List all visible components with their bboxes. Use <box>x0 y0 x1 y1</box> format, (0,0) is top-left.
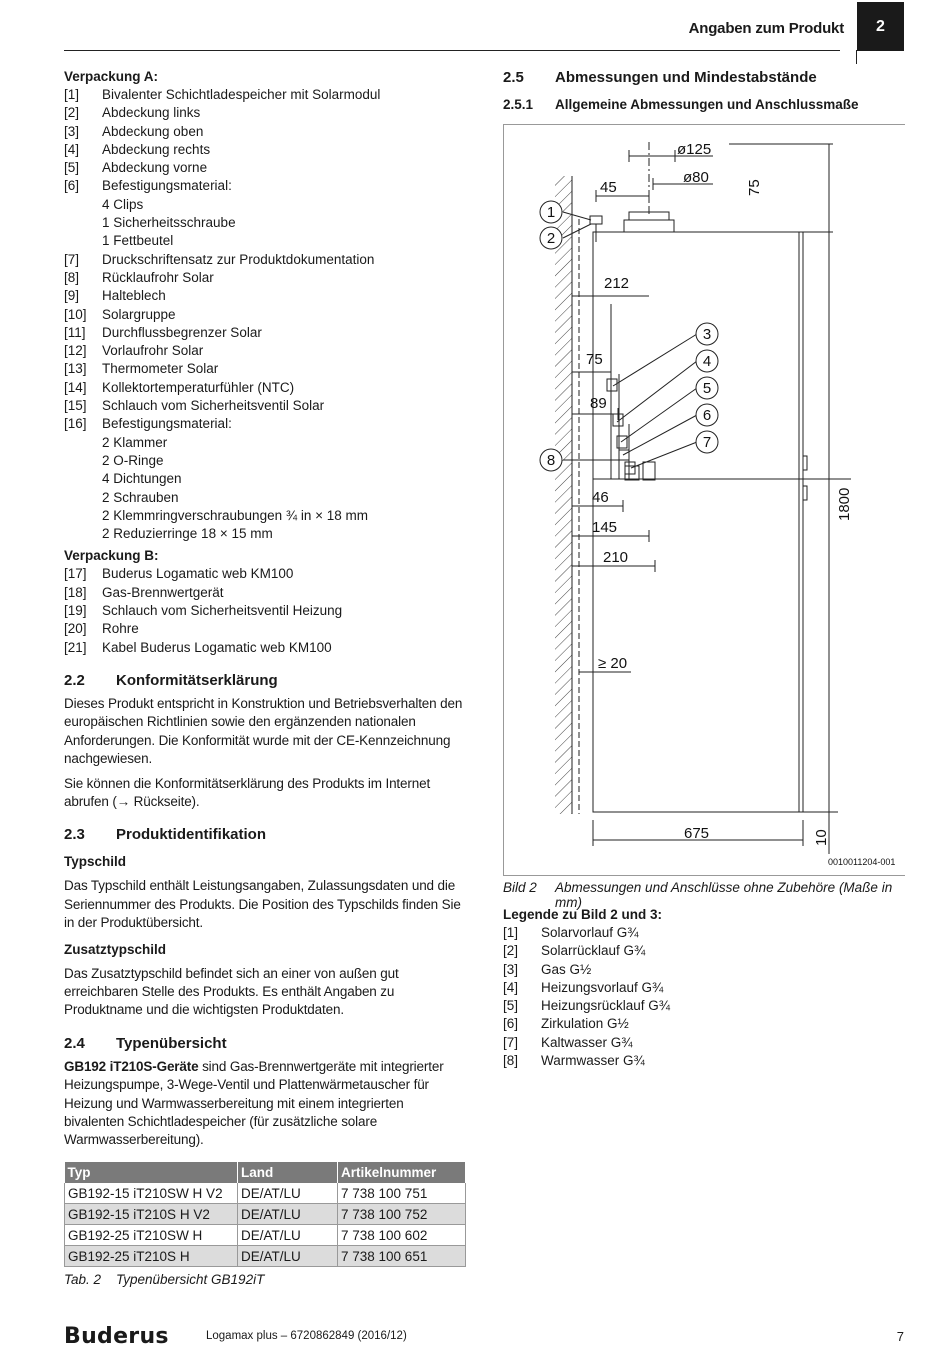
list-item-text: Solargruppe <box>102 306 176 322</box>
section-number: 2.2 <box>64 671 85 689</box>
section-2-2-heading <box>64 671 466 691</box>
list-item-text: Kollektortemperaturfühler (NTC) <box>102 379 295 395</box>
list-item-text: 2 Klammer <box>102 434 168 450</box>
section-title: Allgemeine Abmessungen und Anschlussmaße <box>555 97 859 112</box>
list-item <box>64 324 466 342</box>
list-item-number: [11] <box>64 324 86 340</box>
list-item-text: Druckschriftensatz zur Produktdokumentation <box>102 251 375 267</box>
list-item-number <box>64 232 102 250</box>
dim-label-d46: 46 <box>592 489 609 506</box>
page-number: 7 <box>896 1329 904 1344</box>
table-caption-text: Typenübersicht GB192iT <box>116 1272 265 1288</box>
cell-typ: GB192-25 iT210SW H <box>65 1225 238 1246</box>
list-item-number: [7] <box>503 1034 519 1050</box>
list-item-number: [19] <box>64 603 87 619</box>
callout-1: 1 <box>546 204 556 221</box>
dim-label-d75: 75 <box>586 351 603 368</box>
zusatztypschild-paragraph: Das Zusatztypschild befindet sich an einer von außen gut erreichbaren Stelle des Produkts. Es enthält Angaben zu Produktname und die wichtigsten Produktdaten. <box>64 965 399 1018</box>
table-caption-number: Tab. 2 <box>64 1272 102 1288</box>
list-item-text: Gas-Brennwertgerät <box>102 584 224 600</box>
cell-typ: GB192-25 iT210S H <box>65 1246 238 1267</box>
list-item-number: [6] <box>503 1016 519 1032</box>
list-item <box>64 342 466 360</box>
dim-label-d125: ø125 <box>677 141 712 158</box>
packing-b-list <box>64 565 466 656</box>
figure-caption-text: Abmessungen und Anschlüsse ohne Zubehöre (Maße in mm) <box>555 880 893 910</box>
list-item <box>64 489 466 507</box>
table-row <box>65 1225 466 1246</box>
list-item-number: [10] <box>64 306 87 322</box>
list-item-text: 2 Klemmringverschraubungen ¾ in × 18 mm <box>102 507 369 523</box>
list-item-number <box>64 214 102 232</box>
cell-artikelnummer: 7 738 100 752 <box>338 1204 466 1225</box>
list-item-number: [2] <box>64 105 80 121</box>
appliance-body <box>593 232 803 812</box>
list-item-number: [9] <box>64 288 80 304</box>
list-item <box>503 942 905 960</box>
list-item <box>64 251 466 269</box>
list-item-text: Abdeckung oben <box>102 123 204 139</box>
list-item <box>64 507 466 525</box>
list-item-number: [2] <box>503 943 519 959</box>
list-item <box>64 269 466 287</box>
callout-4: 4 <box>702 353 712 370</box>
dim-d1800 <box>799 232 851 812</box>
side-handle <box>803 456 807 470</box>
list-item <box>64 434 466 452</box>
list-item-number: [1] <box>64 87 80 102</box>
section-2-3-heading <box>64 825 466 845</box>
list-item-number: [5] <box>64 160 80 176</box>
list-item-text: Heizungsrücklauf G¾ <box>541 998 671 1014</box>
list-item <box>64 452 466 470</box>
list-item-number: [12] <box>64 343 87 359</box>
list-item <box>64 360 466 378</box>
dim-label-d145: 145 <box>592 519 618 536</box>
list-item-number: [3] <box>503 961 519 977</box>
type-overview-paragraph <box>64 1058 466 1150</box>
list-item-number: [21] <box>64 639 87 655</box>
list-item-text: Zirkulation G½ <box>541 1016 629 1032</box>
wall-hatch <box>555 176 572 814</box>
list-item-text: Abdeckung links <box>102 105 201 121</box>
list-item-number <box>64 489 102 507</box>
list-item <box>64 306 466 324</box>
list-item-text: 4 Dichtungen <box>102 471 182 487</box>
flue-base <box>624 220 674 232</box>
list-item-text: Abdeckung vorne <box>102 160 208 176</box>
list-item-text: Warmwasser G¾ <box>541 1053 645 1069</box>
packing-b-heading: Verpackung B: <box>64 548 159 564</box>
section-number: 2.5.1 <box>503 97 534 112</box>
list-item-text: Buderus Logamatic web KM100 <box>102 566 294 582</box>
list-item <box>503 979 905 997</box>
list-item <box>64 379 466 397</box>
table-row <box>65 1204 466 1225</box>
list-item <box>64 196 466 214</box>
list-item-number: [8] <box>64 269 80 285</box>
list-item-text: 2 Schrauben <box>102 489 179 505</box>
section-2-5-heading <box>503 68 905 88</box>
list-item-number: [16] <box>64 416 87 432</box>
list-item <box>503 1034 905 1052</box>
list-item-text: Halteblech <box>102 288 166 304</box>
list-item-number <box>64 434 102 452</box>
list-item-number <box>64 525 102 543</box>
list-item-number: [4] <box>503 979 519 995</box>
list-item-text: Rücklaufrohr Solar <box>102 269 214 285</box>
leader-6 <box>623 415 697 455</box>
packing-a-heading: Verpackung A: <box>64 69 159 84</box>
header-title: Angaben zum Produkt <box>688 20 844 37</box>
list-item <box>64 470 466 488</box>
leader-5 <box>621 388 697 442</box>
chapter-badge: 2 <box>857 2 904 51</box>
dim-label-d675: 675 <box>684 825 710 842</box>
col-header-artikelnummer: Artikelnummer <box>338 1162 466 1183</box>
dim-d75 <box>572 366 611 380</box>
section-title: Typenübersicht <box>116 1034 227 1052</box>
figure-id: 0010011204-001 <box>828 857 896 867</box>
dim-label-d45: 45 <box>600 179 617 196</box>
list-item-text: Gas G½ <box>541 961 592 977</box>
list-item-number <box>64 507 102 525</box>
section-number: 2.5 <box>503 69 524 86</box>
typschild-paragraph: Das Typschild enthält Leistungsangaben, Zulassungsdaten und die Seriennummer des Produkts. Die Position des Typschilds finden Sie in der Produktübersicht. <box>64 878 461 931</box>
legend-list <box>503 924 905 1070</box>
list-item-number: [8] <box>503 1053 519 1069</box>
header-rule <box>64 50 840 51</box>
dim-label-d89: 89 <box>590 395 607 412</box>
legend-heading: Legende zu Bild 2 und 3: <box>503 907 663 922</box>
cell-land: DE/AT/LU <box>238 1204 338 1225</box>
list-item-number: [14] <box>64 379 87 395</box>
list-item <box>64 415 466 433</box>
dim-label-d212: 212 <box>604 275 630 292</box>
list-item <box>64 123 466 141</box>
col-header-land: Land <box>238 1162 338 1183</box>
list-item-text: Befestigungsmaterial: <box>102 178 232 194</box>
list-item <box>64 620 466 638</box>
leader-7 <box>631 442 697 468</box>
list-item-text: Kaltwasser G¾ <box>541 1034 633 1050</box>
list-item <box>64 525 466 543</box>
list-item-text: 1 Sicherheitsschraube <box>102 215 236 231</box>
table-caption <box>64 1272 466 1287</box>
list-item <box>64 177 466 195</box>
list-item-text: 4 Clips <box>102 196 144 212</box>
list-item <box>503 997 905 1015</box>
callout-8: 8 <box>546 452 556 469</box>
list-item <box>64 639 466 657</box>
list-item-number: [7] <box>64 251 80 267</box>
section-title: Produktidentifikation <box>116 826 266 844</box>
list-item-number: [6] <box>64 178 80 194</box>
right-column <box>503 68 905 114</box>
dimension-drawing <box>503 124 905 876</box>
dim-label-d75top: 75 <box>746 179 763 196</box>
list-item-number: [3] <box>64 123 80 139</box>
cell-land: DE/AT/LU <box>238 1225 338 1246</box>
list-item-number: [5] <box>503 998 519 1014</box>
list-item-number: [18] <box>64 584 87 600</box>
zusatztypschild-heading: Zusatztypschild <box>64 941 167 957</box>
list-item-number <box>64 196 102 214</box>
dim-label-d10: 10 <box>813 829 830 846</box>
callout-2: 2 <box>546 230 556 247</box>
list-item <box>64 86 466 104</box>
list-item-number <box>64 470 102 488</box>
cell-typ: GB192-15 iT210SW H V2 <box>65 1183 238 1204</box>
cell-artikelnummer: 7 738 100 602 <box>338 1225 466 1246</box>
dim-label-d1800: 1800 <box>836 487 853 521</box>
list-item-text: Rohre <box>102 621 139 637</box>
cell-artikelnummer: 7 738 100 651 <box>338 1246 466 1267</box>
section-2-5-1-heading <box>503 96 905 114</box>
left-column <box>64 68 466 1287</box>
list-item-text: Befestigungsmaterial: <box>102 416 232 432</box>
solar-fitting <box>590 216 602 224</box>
section-title: Abmessungen und Mindestabstände <box>555 69 817 86</box>
list-item-text: Vorlaufrohr Solar <box>102 343 204 359</box>
section-2-4-heading <box>64 1034 466 1054</box>
list-item <box>503 1015 905 1033</box>
col-header-typ: Typ <box>65 1162 238 1183</box>
list-item-text: Heizungsvorlauf G¾ <box>541 979 664 995</box>
list-item-number: [1] <box>503 925 519 940</box>
list-item <box>64 214 466 232</box>
section-title: Konformitätserklärung <box>116 671 278 689</box>
list-item <box>64 584 466 602</box>
list-item-text: Durchflussbegrenzer Solar <box>102 324 262 340</box>
list-item <box>64 397 466 415</box>
list-item <box>64 565 466 583</box>
buderus-logo: Buderus <box>64 1324 169 1349</box>
callout-7: 7 <box>702 434 712 451</box>
callout-3: 3 <box>702 326 712 343</box>
list-item <box>503 924 905 942</box>
section-number: 2.4 <box>64 1034 85 1052</box>
list-item <box>64 232 466 250</box>
dim-label-d80: ø80 <box>683 169 709 186</box>
dim-label-d20: ≥ 20 <box>598 655 628 672</box>
list-item-text: Solarrücklauf G¾ <box>541 943 646 959</box>
list-item-text: Thermometer Solar <box>102 361 219 377</box>
list-item-text: 2 O-Ringe <box>102 452 164 468</box>
dim-label-d210: 210 <box>603 549 629 566</box>
list-item-number: [20] <box>64 621 87 637</box>
header-tick <box>856 50 857 64</box>
cell-land: DE/AT/LU <box>238 1183 338 1204</box>
list-item-number: [13] <box>64 361 87 377</box>
list-item <box>503 1052 905 1070</box>
section-number: 2.3 <box>64 826 85 844</box>
list-item-text: Solarvorlauf G¾ <box>541 925 639 940</box>
list-item-number <box>64 452 102 470</box>
list-item-text: 2 Reduzierringe 18 × 15 mm <box>102 526 273 542</box>
typschild-heading: Typschild <box>64 854 127 870</box>
list-item-text: Abdeckung rechts <box>102 141 211 157</box>
cell-land: DE/AT/LU <box>238 1246 338 1267</box>
conformity-paragraph: Dieses Produkt entspricht in Konstruktion und Betriebsverhalten den europäischen Richtlinien sowie den ergänzenden nationalen Anforderungen. Die Konformität wurde mit der CE-Kennzeichnung nachgewiesen. <box>64 695 463 767</box>
list-item-number: [15] <box>64 398 87 414</box>
leader-4 <box>617 361 697 422</box>
packing-a-list <box>64 86 466 543</box>
leader-3 <box>613 334 697 386</box>
list-item-text: 1 Fettbeutel <box>102 233 174 249</box>
list-item <box>64 104 466 122</box>
list-item <box>64 159 466 177</box>
list-item <box>64 602 466 620</box>
callout-5: 5 <box>702 380 712 397</box>
list-item-number: [4] <box>64 141 80 157</box>
list-item-text: Bivalenter Schichtladespeicher mit Solarmodul <box>102 87 381 102</box>
footer-document-id: Logamax plus – 6720862849 (2016/12) <box>206 1330 407 1342</box>
list-item <box>64 287 466 305</box>
list-item-text: Schlauch vom Sicherheitsventil Heizung <box>102 603 343 619</box>
type-overview-text: sind Gas-Brennwertgeräte mit integrierter Heizungspumpe, 3-Wege-Ventil und Plattenwärmetauscher für Heizung und Warmwasserbereitung mit einem integrierten bivalenten Schichtladespeicher (für zusätzliche solare Warmwasserbereitung). <box>64 1058 444 1148</box>
list-item-text: Schlauch vom Sicherheitsventil Solar <box>102 398 325 414</box>
figure-caption-number: Bild 2 <box>503 880 537 895</box>
list-item <box>503 961 905 979</box>
callout-6: 6 <box>702 407 712 424</box>
cell-artikelnummer: 7 738 100 751 <box>338 1183 466 1204</box>
figure-legend <box>503 906 905 1070</box>
list-item <box>64 141 466 159</box>
type-table <box>64 1162 466 1268</box>
table-row <box>65 1183 466 1204</box>
list-item-text: Kabel Buderus Logamatic web KM100 <box>102 639 332 655</box>
table-row <box>65 1246 466 1267</box>
type-overview-lead: GB192 iT210S-Geräte <box>64 1058 199 1074</box>
cell-typ: GB192-15 iT210S H V2 <box>65 1204 238 1225</box>
conformity-link-paragraph: Sie können die Konformitätserklärung des Produkts im Internet abrufen (→ Rückseite). <box>64 775 431 809</box>
list-item-number: [17] <box>64 566 87 582</box>
type-table-header <box>65 1162 466 1183</box>
